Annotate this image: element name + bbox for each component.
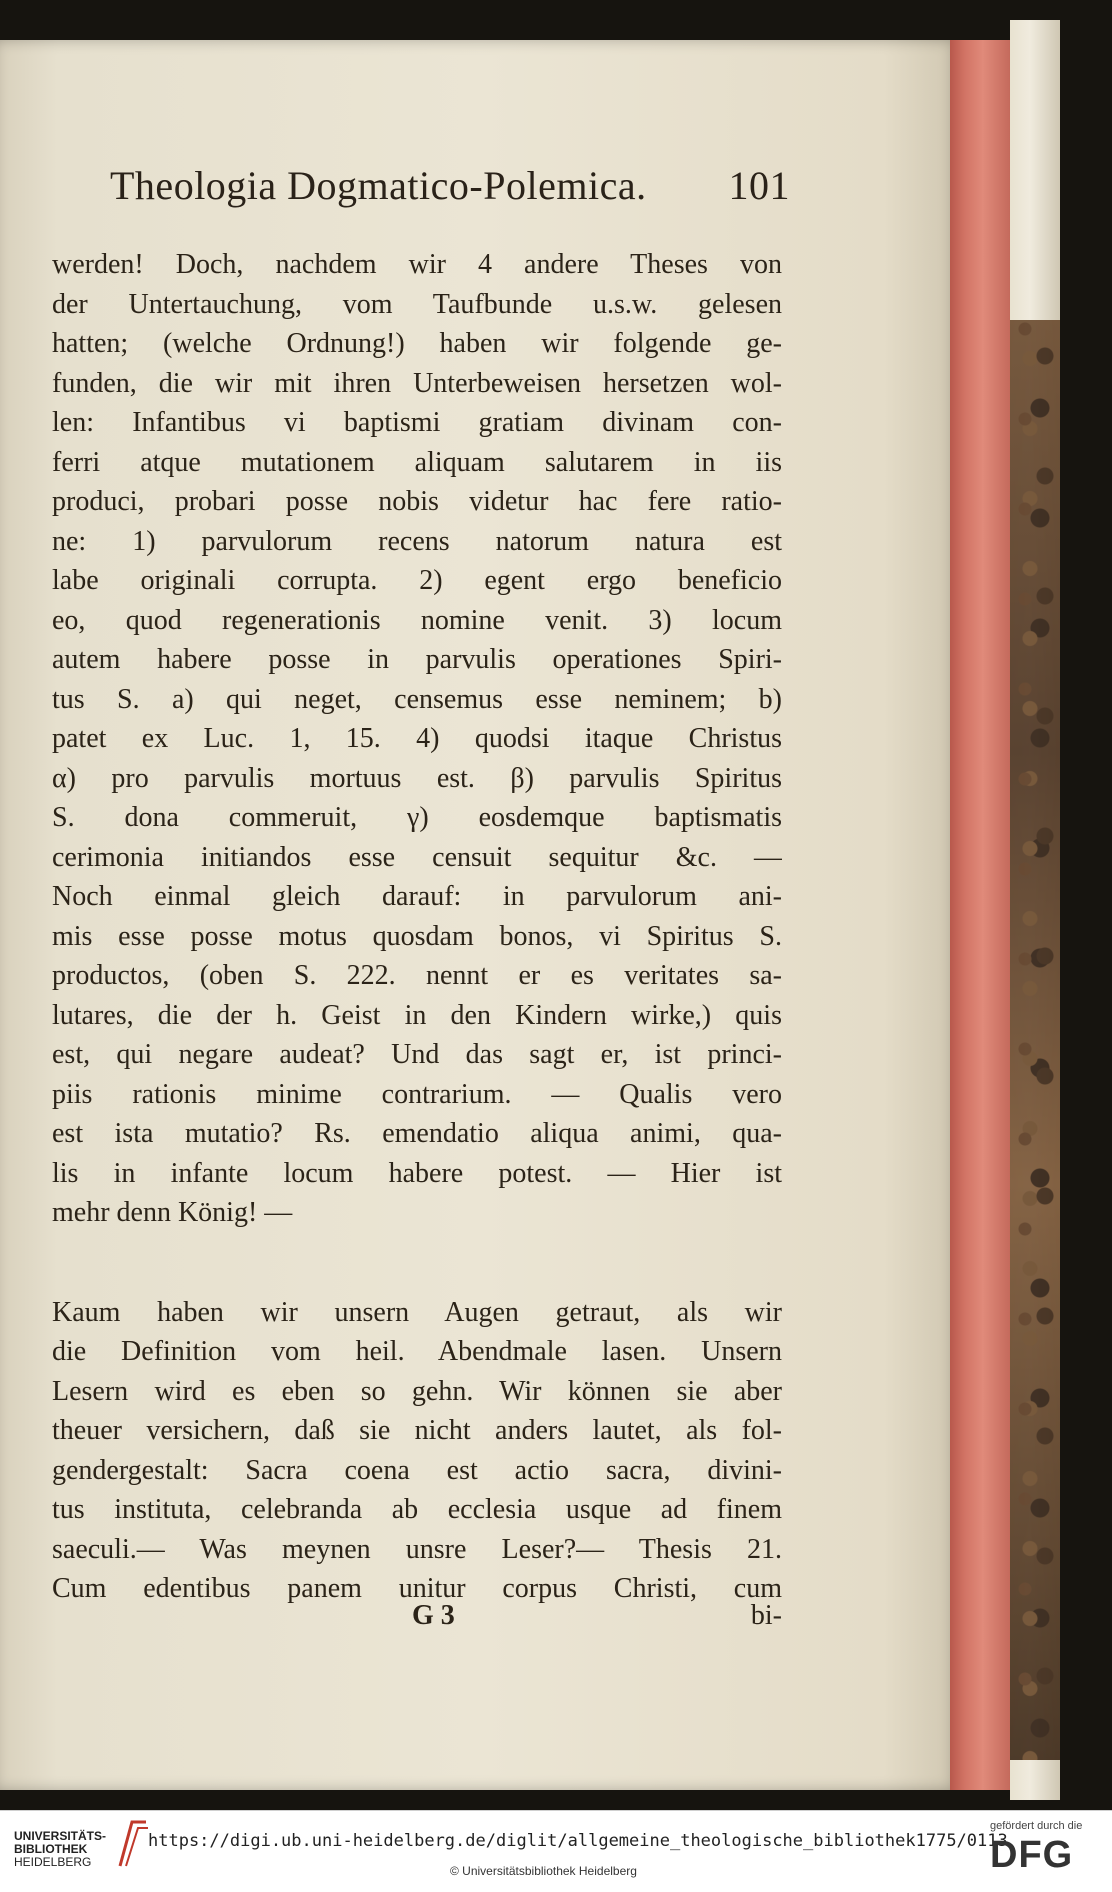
marbled-endpaper <box>1010 320 1060 1760</box>
text-line: der Untertauchung, vom Taufbunde u.s.w. gelesen <box>52 288 782 320</box>
permalink-url[interactable]: https://digi.ub.uni-heidelberg.de/diglit/allgemeine_theologische_bibliothek1775/0113 <box>148 1831 1008 1851</box>
text-line: Cum edentibus panem unitur corpus Christi, cum <box>52 1573 782 1604</box>
page-edge <box>950 40 1010 1790</box>
text-line: eo, quod regenerationis nomine venit. 3) locum <box>52 604 782 636</box>
text-line: saeculi.— Was meynen unsre Leser?— Thesis 21. <box>52 1533 782 1565</box>
paragraph-gap <box>52 1233 782 1293</box>
text-line: tus S. a) qui neget, censemus esse neminem; b) <box>52 683 782 715</box>
text-line: ne: 1) parvulorum recens natorum natura est <box>52 525 782 557</box>
text-line: produci, probari posse nobis videtur hac fere ratio- <box>52 486 782 517</box>
text-line: ferri atque mutationem aliquam salutarem in iis <box>52 446 782 478</box>
text-line: lis in infante locum habere potest. — Hier ist <box>52 1157 782 1189</box>
library-logo[interactable] <box>14 1830 126 1869</box>
text-line: piis rationis minime contrarium. — Qualis vero <box>52 1078 782 1110</box>
funding-note: gefördert durch die <box>990 1820 1083 1832</box>
text-line: cerimonia initiandos esse censuit sequitur &c. — <box>52 841 782 873</box>
text-line: autem habere posse in parvulis operationes Spiri- <box>52 644 782 675</box>
page-footer <box>52 1600 782 1632</box>
text-line: productos, (oben S. 222. nennt er es veritates sa- <box>52 960 782 991</box>
signature-mark: G 3 <box>412 1600 455 1631</box>
text-line: len: Infantibus vi baptismi gratiam divinam con- <box>52 407 782 438</box>
library-emblem-icon <box>112 1818 152 1870</box>
page-body <box>52 245 782 1609</box>
text-line: Kaum haben wir unsern Augen getraut, als wir <box>52 1296 782 1328</box>
text-line: patet ex Luc. 1, 15. 4) quodsi itaque Christus <box>52 723 782 754</box>
text-line: werden! Doch, nachdem wir 4 andere Theses von <box>52 249 782 280</box>
text-line: labe originali corrupta. 2) egent ergo beneficio <box>52 565 782 596</box>
text-line: est, qui negare audeat? Und das sagt er, ist princi- <box>52 1039 782 1070</box>
page-number: 101 <box>728 163 790 208</box>
library-name-line: BIBLIOTHEK <box>14 1842 88 1856</box>
dfg-logo[interactable]: DFG <box>990 1834 1074 1876</box>
text-line: gendergestalt: Sacra coena est actio sacra, divini- <box>52 1454 782 1486</box>
text-line: α) pro parvulis mortuus est. β) parvulis Spiritus <box>52 762 782 794</box>
copyright-notice: © Universitätsbibliothek Heidelberg <box>450 1864 637 1878</box>
text-line: Noch einmal gleich darauf: in parvulorum ani- <box>52 881 782 912</box>
text-line: mis esse posse motus quosdam bonos, vi Spiritus S. <box>52 920 782 952</box>
text-line: hatten; (welche Ordnung!) haben wir folgende ge- <box>52 328 782 359</box>
text-line: funden, die wir mit ihren Unterbeweisen hersetzen wol- <box>52 367 782 399</box>
text-line: tus instituta, celebranda ab ecclesia usque ad finem <box>52 1494 782 1525</box>
text-line: die Definition vom heil. Abendmale lasen. Unsern <box>52 1336 782 1367</box>
text-line: S. dona commeruit, γ) eosdemque baptismatis <box>52 802 782 833</box>
catchword: bi- <box>750 1600 782 1631</box>
library-name-line: HEIDELBERG <box>14 1855 92 1869</box>
text-line: mehr denn König! — <box>52 1197 293 1228</box>
text-line: est ista mutatio? Rs. emendatio aliqua animi, qua- <box>52 1118 782 1149</box>
running-header <box>110 162 790 209</box>
running-title: Theologia Dogmatico-Polemica. <box>110 163 647 208</box>
library-name-line: UNIVERSITÄTS- <box>14 1829 107 1843</box>
text-line: Lesern wird es eben so gehn. Wir können sie aber <box>52 1375 782 1407</box>
text-line: theuer versichern, daß sie nicht anders lautet, als fol- <box>52 1415 782 1446</box>
viewer-footer-bar <box>0 1810 1112 1892</box>
text-line: lutares, die der h. Geist in den Kindern wirke,) quis <box>52 999 782 1031</box>
